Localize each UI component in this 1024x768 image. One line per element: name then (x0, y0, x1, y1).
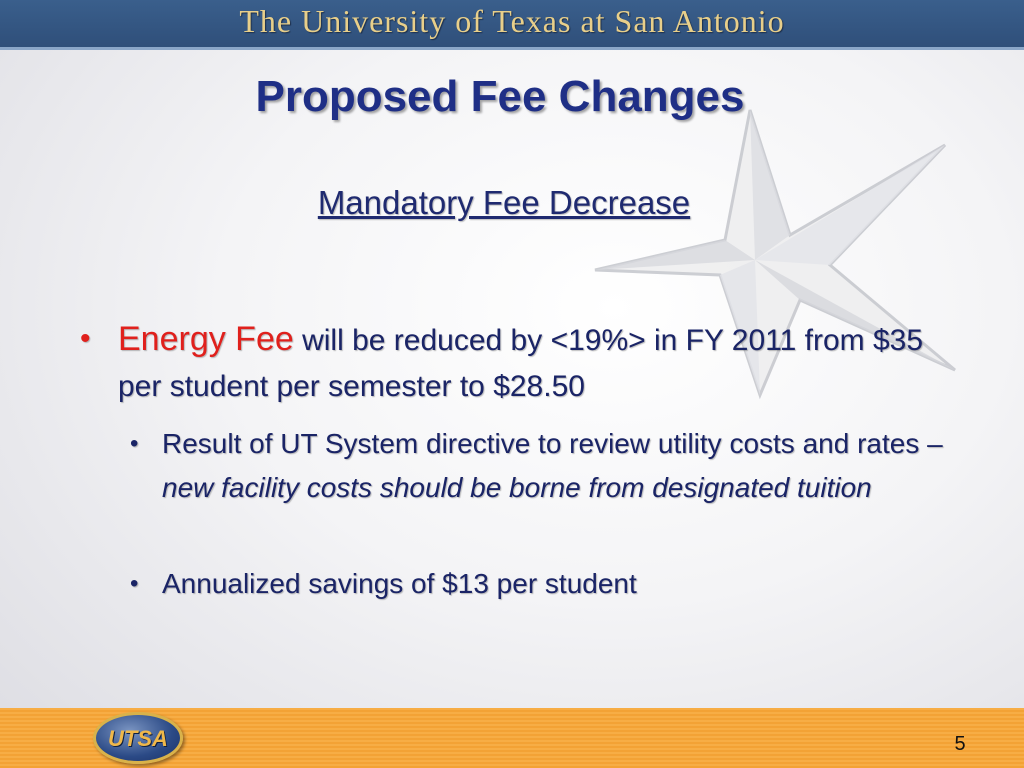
header-title: The University of Texas at San Antonio (239, 3, 785, 39)
logo-text: UTSA (108, 726, 168, 751)
sub-bullet-directive (130, 422, 952, 510)
page-number: 5 (954, 733, 966, 755)
sub-bullet-text: Annualized savings of $13 per student (162, 568, 637, 599)
header-bar (0, 0, 1024, 50)
bullet-text: will be reduced by <19%> in FY 2011 from $35 per student per semester to $28.50 (118, 324, 924, 403)
bullet-icon: • (80, 322, 91, 355)
sub-bullet-savings (130, 562, 952, 606)
utsa-logo (93, 712, 183, 764)
bullet-highlight: Energy Fee (118, 320, 294, 358)
bullet-energy-fee (80, 316, 968, 410)
sub-bullet-text: Result of UT System directive to review utility costs and rates – (162, 428, 943, 459)
sub-bullet-italic-text: new facility costs should be borne from designated tuition (162, 472, 872, 503)
sub-bullet-icon: • (130, 570, 139, 597)
slide-subtitle: Mandatory Fee Decrease (317, 184, 691, 221)
slide-title: Proposed Fee Changes (255, 72, 745, 121)
sub-bullet-icon: • (130, 430, 139, 457)
